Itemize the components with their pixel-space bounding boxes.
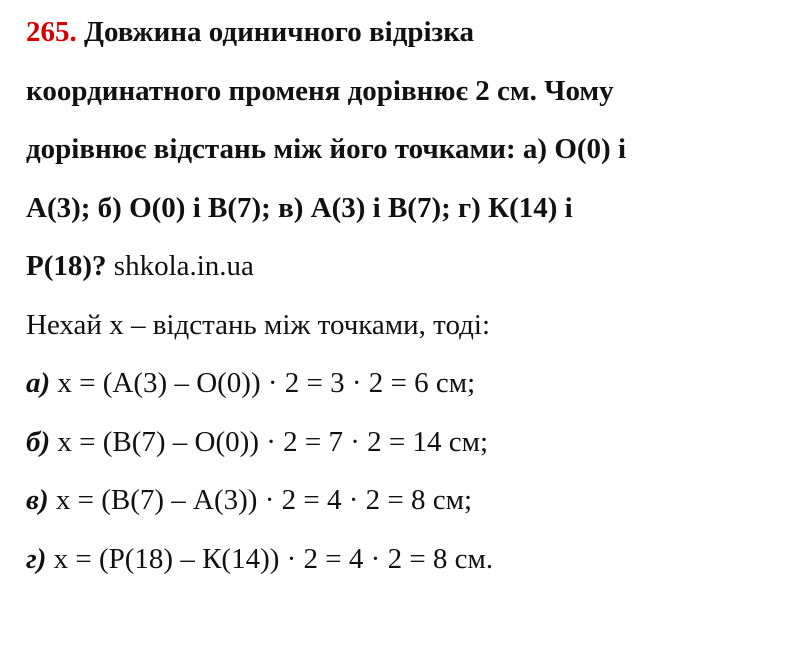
item-label: г)	[26, 542, 47, 575]
item-formula: x = (В(7) – А(3)) · 2 = 4 · 2 = 8 см;	[55, 484, 473, 516]
problem-text: Довжина одиничного відрізка	[84, 16, 474, 48]
solution-intro: Нехай x – відстань між точками, тоді:	[26, 308, 490, 341]
item-formula: x = (В(7) – О(0)) · 2 = 7 · 2 = 14 см;	[57, 425, 489, 458]
item-label: а)	[26, 367, 51, 399]
problem-line-4: А(3); б) О(0) і В(7); в) А(3) і В(7); г) К(14) і	[26, 191, 573, 224]
problem-line-1	[26, 10, 786, 69]
solution-item-b	[26, 420, 786, 479]
problem-line-5	[26, 244, 786, 303]
problem-line-3: дорівнює відстань між його точками: а) О(0) і	[26, 133, 627, 165]
item-label: б)	[26, 425, 51, 458]
solution-item-c	[26, 478, 786, 537]
solution-item-a	[26, 361, 786, 420]
item-formula: x = (А(3) – О(0)) · 2 = 3 · 2 = 6 см;	[57, 367, 476, 399]
problem-text: Р(18)?	[26, 250, 107, 282]
problem-number: 265.	[26, 16, 77, 48]
problem-line-2: координатного променя дорівнює 2 см. Чому	[26, 74, 614, 107]
solution-item-d	[26, 537, 786, 596]
item-formula: x = (Р(18) – К(14)) · 2 = 4 · 2 = 8 см.	[53, 542, 494, 575]
item-label: в)	[26, 484, 49, 516]
document	[26, 10, 786, 595]
source-watermark: shkola.in.ua	[113, 250, 254, 282]
